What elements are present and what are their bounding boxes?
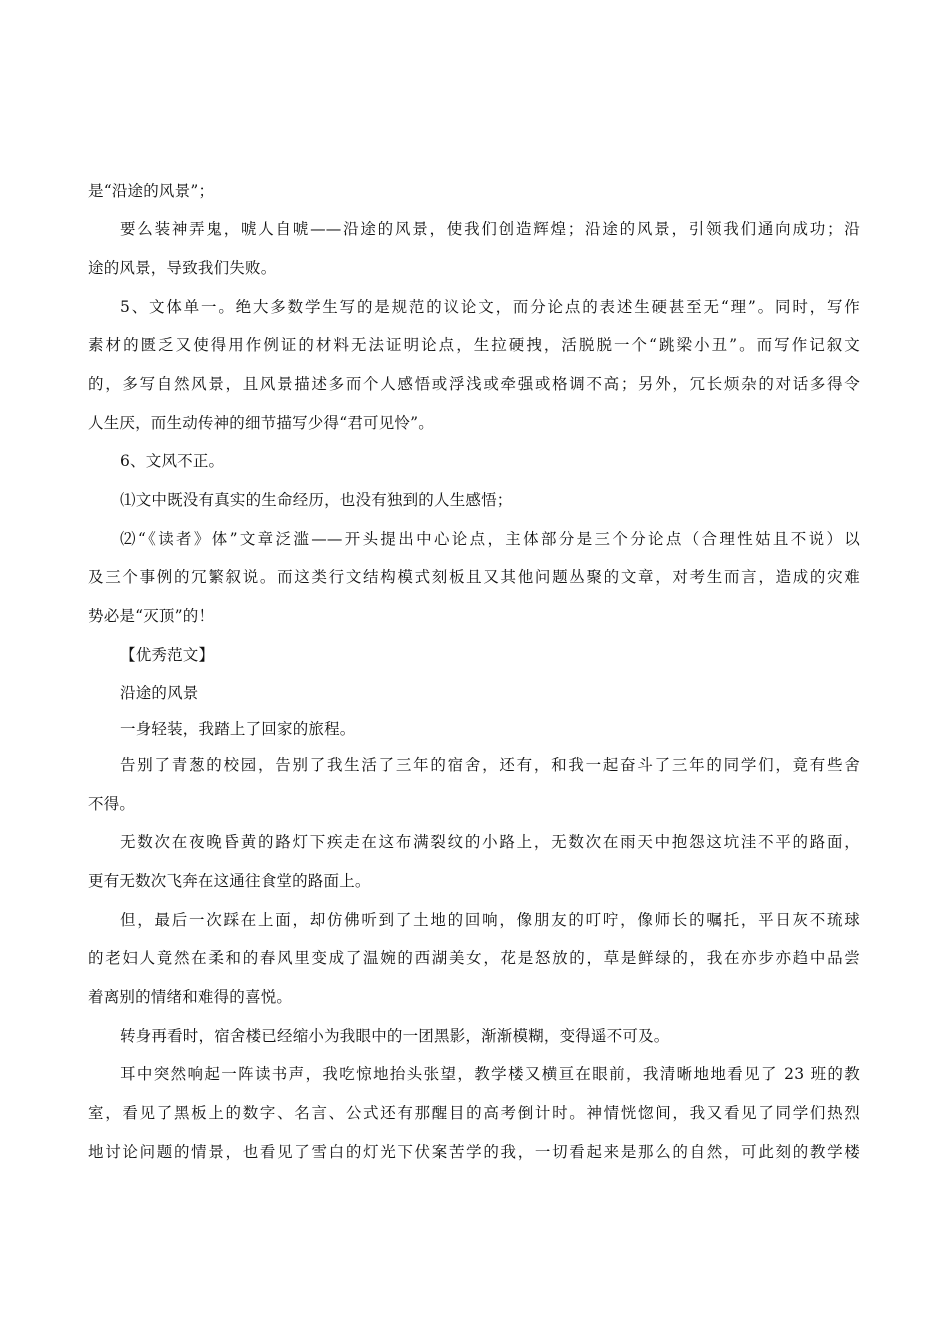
text-line: 途的风景，导致我们失败。 (88, 259, 277, 277)
text-line: ⑵“《读者》体”文章泛滥——开头提出中心论点，主体部分是三个分论点（合理性姑且不说）以 (120, 530, 860, 548)
text-line: 更有无数次飞奔在这通往食堂的路面上。 (88, 872, 371, 890)
text-line: 是“沿途的风景”； (88, 182, 215, 200)
text-line: 无数次在夜晚昏黄的路灯下疾走在这布满裂纹的小路上，无数次在雨天中抱怨这坑洼不平的路面， (120, 833, 860, 851)
text-line: 但，最后一次踩在上面，却仿佛听到了土地的回响，像朋友的叮咛，像师长的嘱托，平日灰不琉球 (120, 911, 860, 929)
text-line: ⑴文中既没有真实的生命经历，也没有独到的人生感悟； (120, 491, 513, 509)
text-line: 要么装神弄鬼，唬人自唬——沿途的风景，使我们创造辉煌；沿途的风景，引领我们通向成功；沿 (120, 220, 860, 238)
text-line: 室，看见了黑板上的数字、名言、公式还有那醒目的高考倒计时。神情恍惚间，我又看见了同学们热烈 (88, 1104, 860, 1122)
text-line: 人生厌，而生动传神的细节描写少得“君可见怜”。 (88, 414, 434, 432)
text-line: 势必是“灭顶”的！ (88, 607, 215, 625)
text-line: 转身再看时，宿舍楼已经缩小为我眼中的一团黑影，渐渐模糊，变得遥不可及。 (120, 1027, 670, 1045)
text-line: 着离别的情绪和难得的喜悦。 (88, 988, 293, 1006)
text-line: 耳中突然响起一阵读书声，我吃惊地抬头张望，教学楼又横亘在眼前，我清晰地地看见了 23 班的教 (120, 1065, 860, 1083)
text-line: 素材的匮乏又使得用作例证的材料无法证明论点，生拉硬拽，活脱脱一个“跳梁小丑”。而写作记叙文 (88, 336, 860, 354)
text-line: 一身轻装，我踏上了回家的旅程。 (120, 720, 356, 738)
text-line: 6、文风不正。 (120, 452, 225, 470)
text-line: 5、文体单一。绝大多数学生写的是规范的议论文，而分论点的表述生硬甚至无“理”。同时，写作 (120, 298, 860, 316)
text-line: 的，多写自然风景，且风景描述多而个人感悟或浮浅或牵强或格调不高；另外，冗长烦杂的对话多得令 (88, 375, 860, 393)
text-line: 的老妇人竟然在柔和的春风里变成了温婉的西湖美女，花是怒放的，草是鲜绿的，我在亦步亦趋中品尝 (88, 949, 860, 967)
text-line: 地讨论问题的情景，也看见了雪白的灯光下伏案苦学的我，一切看起来是那么的自然，可此刻的教学楼 (88, 1143, 860, 1161)
text-line: 及三个事例的冗繁叙说。而这类行文结构模式刻板且又其他问题丛聚的文章，对考生而言，造成的灾难 (88, 568, 860, 586)
text-line: 不得。 (88, 795, 136, 813)
text-line: 告别了青葱的校园，告别了我生活了三年的宿舍，还有，和我一起奋斗了三年的同学们，竟有些舍 (120, 756, 860, 774)
essay-title: 沿途的风景 (120, 684, 199, 702)
section-heading: 【优秀范文】 (120, 646, 215, 664)
